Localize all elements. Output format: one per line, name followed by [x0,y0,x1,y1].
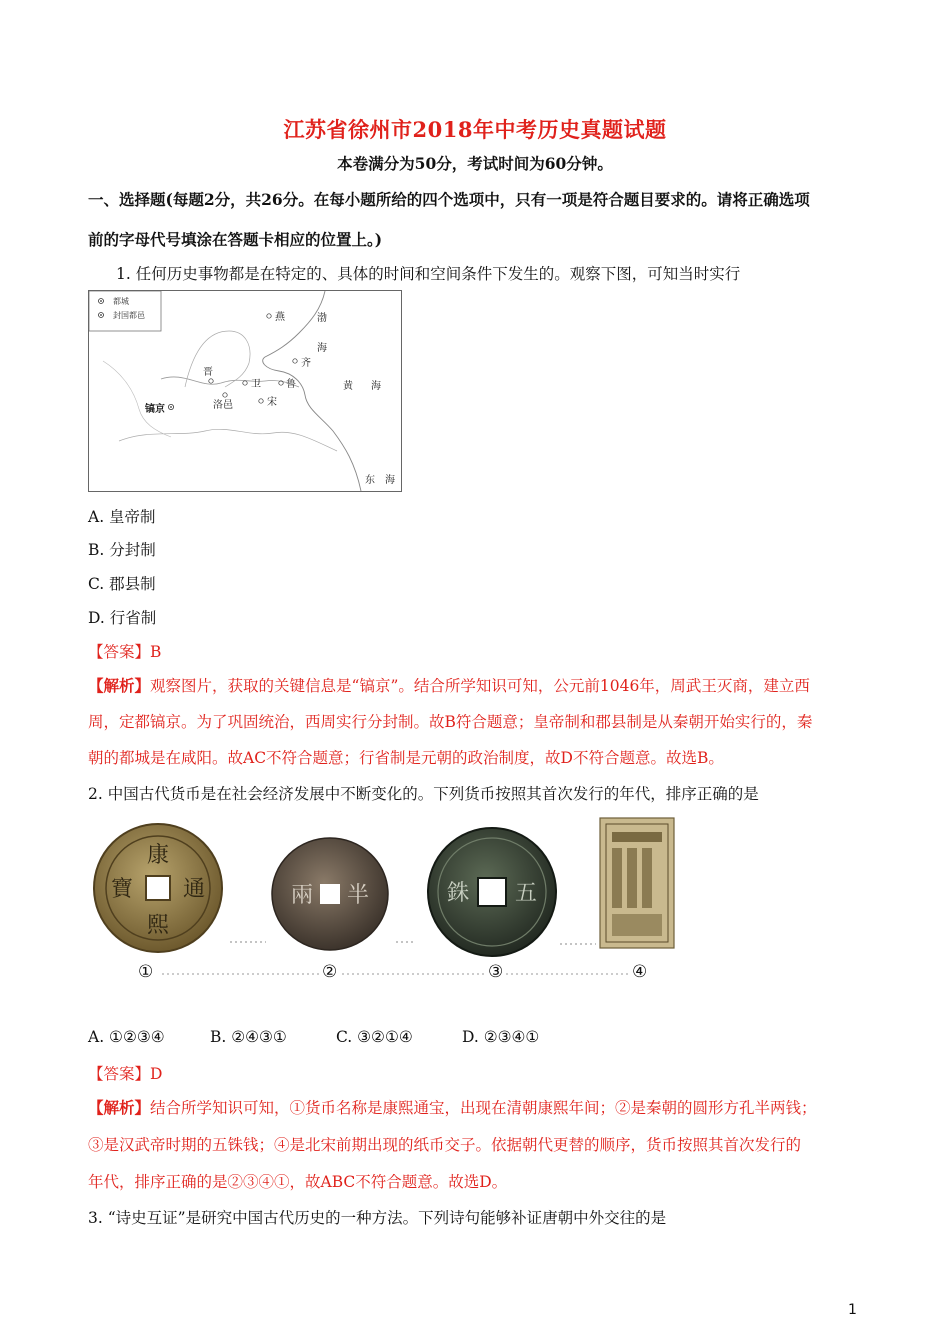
question-1-option-d: D. 行省制 [88,609,157,627]
western-range [103,361,171,437]
coin-images [90,812,690,992]
sea-label-bo: 渤 [317,313,327,324]
question-2-analysis-label: 【解析】 [88,1098,151,1117]
question-1-option-a: A. 皇帝制 [88,508,156,526]
yangtze-river [119,429,337,451]
place-luoyi [213,393,233,411]
svg-text:康: 康 [146,843,170,868]
document-subtitle: 本卷满分为50分，考试时间为60分钟。 [337,154,613,173]
svg-text:通: 通 [182,877,206,902]
question-2-stem: 2. 中国古代货币是在社会经济发展中不断变化的。下列货币按照其首次发行的年代，排序正确的是 [88,785,759,803]
question-1-answer: 【答案】B [88,643,162,661]
yellow-river [161,377,299,387]
place-lu [279,377,296,390]
svg-text:燕: 燕 [275,312,285,323]
place-wei [243,378,261,390]
question-1-analysis-line-2: 周，定都镐京。为了巩固统治，西周实行分封制。故B符合题意；皇帝制和郡县制是从秦朝开始实行的，秦 [88,713,813,731]
svg-text:寶: 寶 [110,877,134,902]
section-instruction-line-1: 一、选择题(每题2分，共26分。在每小题所给的四个选项中，只有一项是符合题目要求的。请将正确选项 [88,190,810,209]
question-2-option-b: B. ②④③① [210,1028,287,1046]
svg-text:熙: 熙 [146,913,170,938]
sea-label-hai-1: 海 [317,343,327,354]
sea-label-huang: 黄 [343,381,353,392]
svg-text:半: 半 [346,883,370,908]
question-2-analysis-line-3: 年代，排序正确的是②③④①，故ABC不符合题意。故选D。 [88,1173,508,1191]
map-drawing [89,291,401,491]
question-1-option-b: B. 分封制 [88,541,156,559]
sea-label-dong: 东 [365,475,375,486]
document-title: 江苏省徐州市2018年中考历史真题试题 [283,117,667,142]
question-1-option-c: C. 郡县制 [88,575,156,593]
svg-text:洛邑: 洛邑 [213,400,233,411]
river-bend [185,331,250,387]
legend-capital-label: 都城 [113,297,129,306]
question-1-analysis-line-3: 朝的都城是在咸阳。故AC不符合题意；行省制是元朝的政治制度，故D不符合题意。故选B。 [88,749,724,767]
question-2-analysis-line-1: 【解析】结合所学知识可知，①货币名称是康熙通宝，出现在清朝康熙年间；②是秦朝的圆形方孔半两钱； [88,1098,817,1117]
legend-fief-label: 封国都邑 [113,311,145,320]
place-haojing [144,402,174,415]
question-2-analysis-line-2: ③是汉武帝时期的五铢钱；④是北宋前期出现的纸币交子。依据朝代更替的顺序，货币按照其首次发行的 [88,1136,802,1154]
coin-banliang [272,838,388,950]
question-2-option-c: C. ③②①④ [336,1028,413,1046]
svg-text:镐京: 镐京 [145,404,165,415]
place-song [259,396,277,408]
coin-wuzhu [428,828,556,956]
svg-text:卫: 卫 [251,379,261,390]
coin-mark-4: ④ [632,962,648,982]
svg-text:齐: 齐 [301,358,311,369]
place-qi [293,357,311,369]
question-1-analysis-line-1: 【解析】观察图片，获取的关键信息是“镐京”。结合所学知识可知，公元前1046年，周武王灭商，建立西 [88,676,810,695]
sea-label-hai-2: 海 [371,381,381,392]
svg-text:兩: 兩 [290,883,314,908]
place-yan [267,310,286,323]
paper-money-jiaozi [600,818,674,948]
svg-text:晋: 晋 [203,367,213,378]
question-3-stem: 3. “诗史互证”是研究中国古代历史的一种方法。下列诗句能够补证唐朝中外交往的是 [88,1209,667,1227]
coin-mark-3: ③ [488,962,504,982]
question-2-option-a: A. ①②③④ [88,1028,165,1046]
section-instruction-line-2: 前的字母代号填涂在答题卡相应的位置上。) [88,230,383,249]
coin-mark-1: ① [138,962,154,982]
coin-mark-2: ② [322,962,338,982]
coin-drawing [90,812,690,992]
page-number: 1 [848,1302,857,1318]
question-1-analysis-label: 【解析】 [88,676,151,695]
svg-text:銖: 銖 [446,881,470,906]
western-zhou-map [88,290,402,492]
question-2-option-d: D. ②③④① [462,1028,540,1046]
svg-text:宋: 宋 [267,397,277,408]
place-jin [203,366,213,383]
svg-text:鲁: 鲁 [286,379,296,390]
sea-label-hai-3: 海 [385,475,395,486]
question-2-answer: 【答案】D [88,1065,163,1083]
svg-text:五: 五 [514,881,538,906]
coin-kangxi-tongbao [94,824,222,952]
question-1-stem: 1. 任何历史事物都是在特定的、具体的时间和空间条件下发生的。观察下图，可知当时实行 [116,265,741,283]
